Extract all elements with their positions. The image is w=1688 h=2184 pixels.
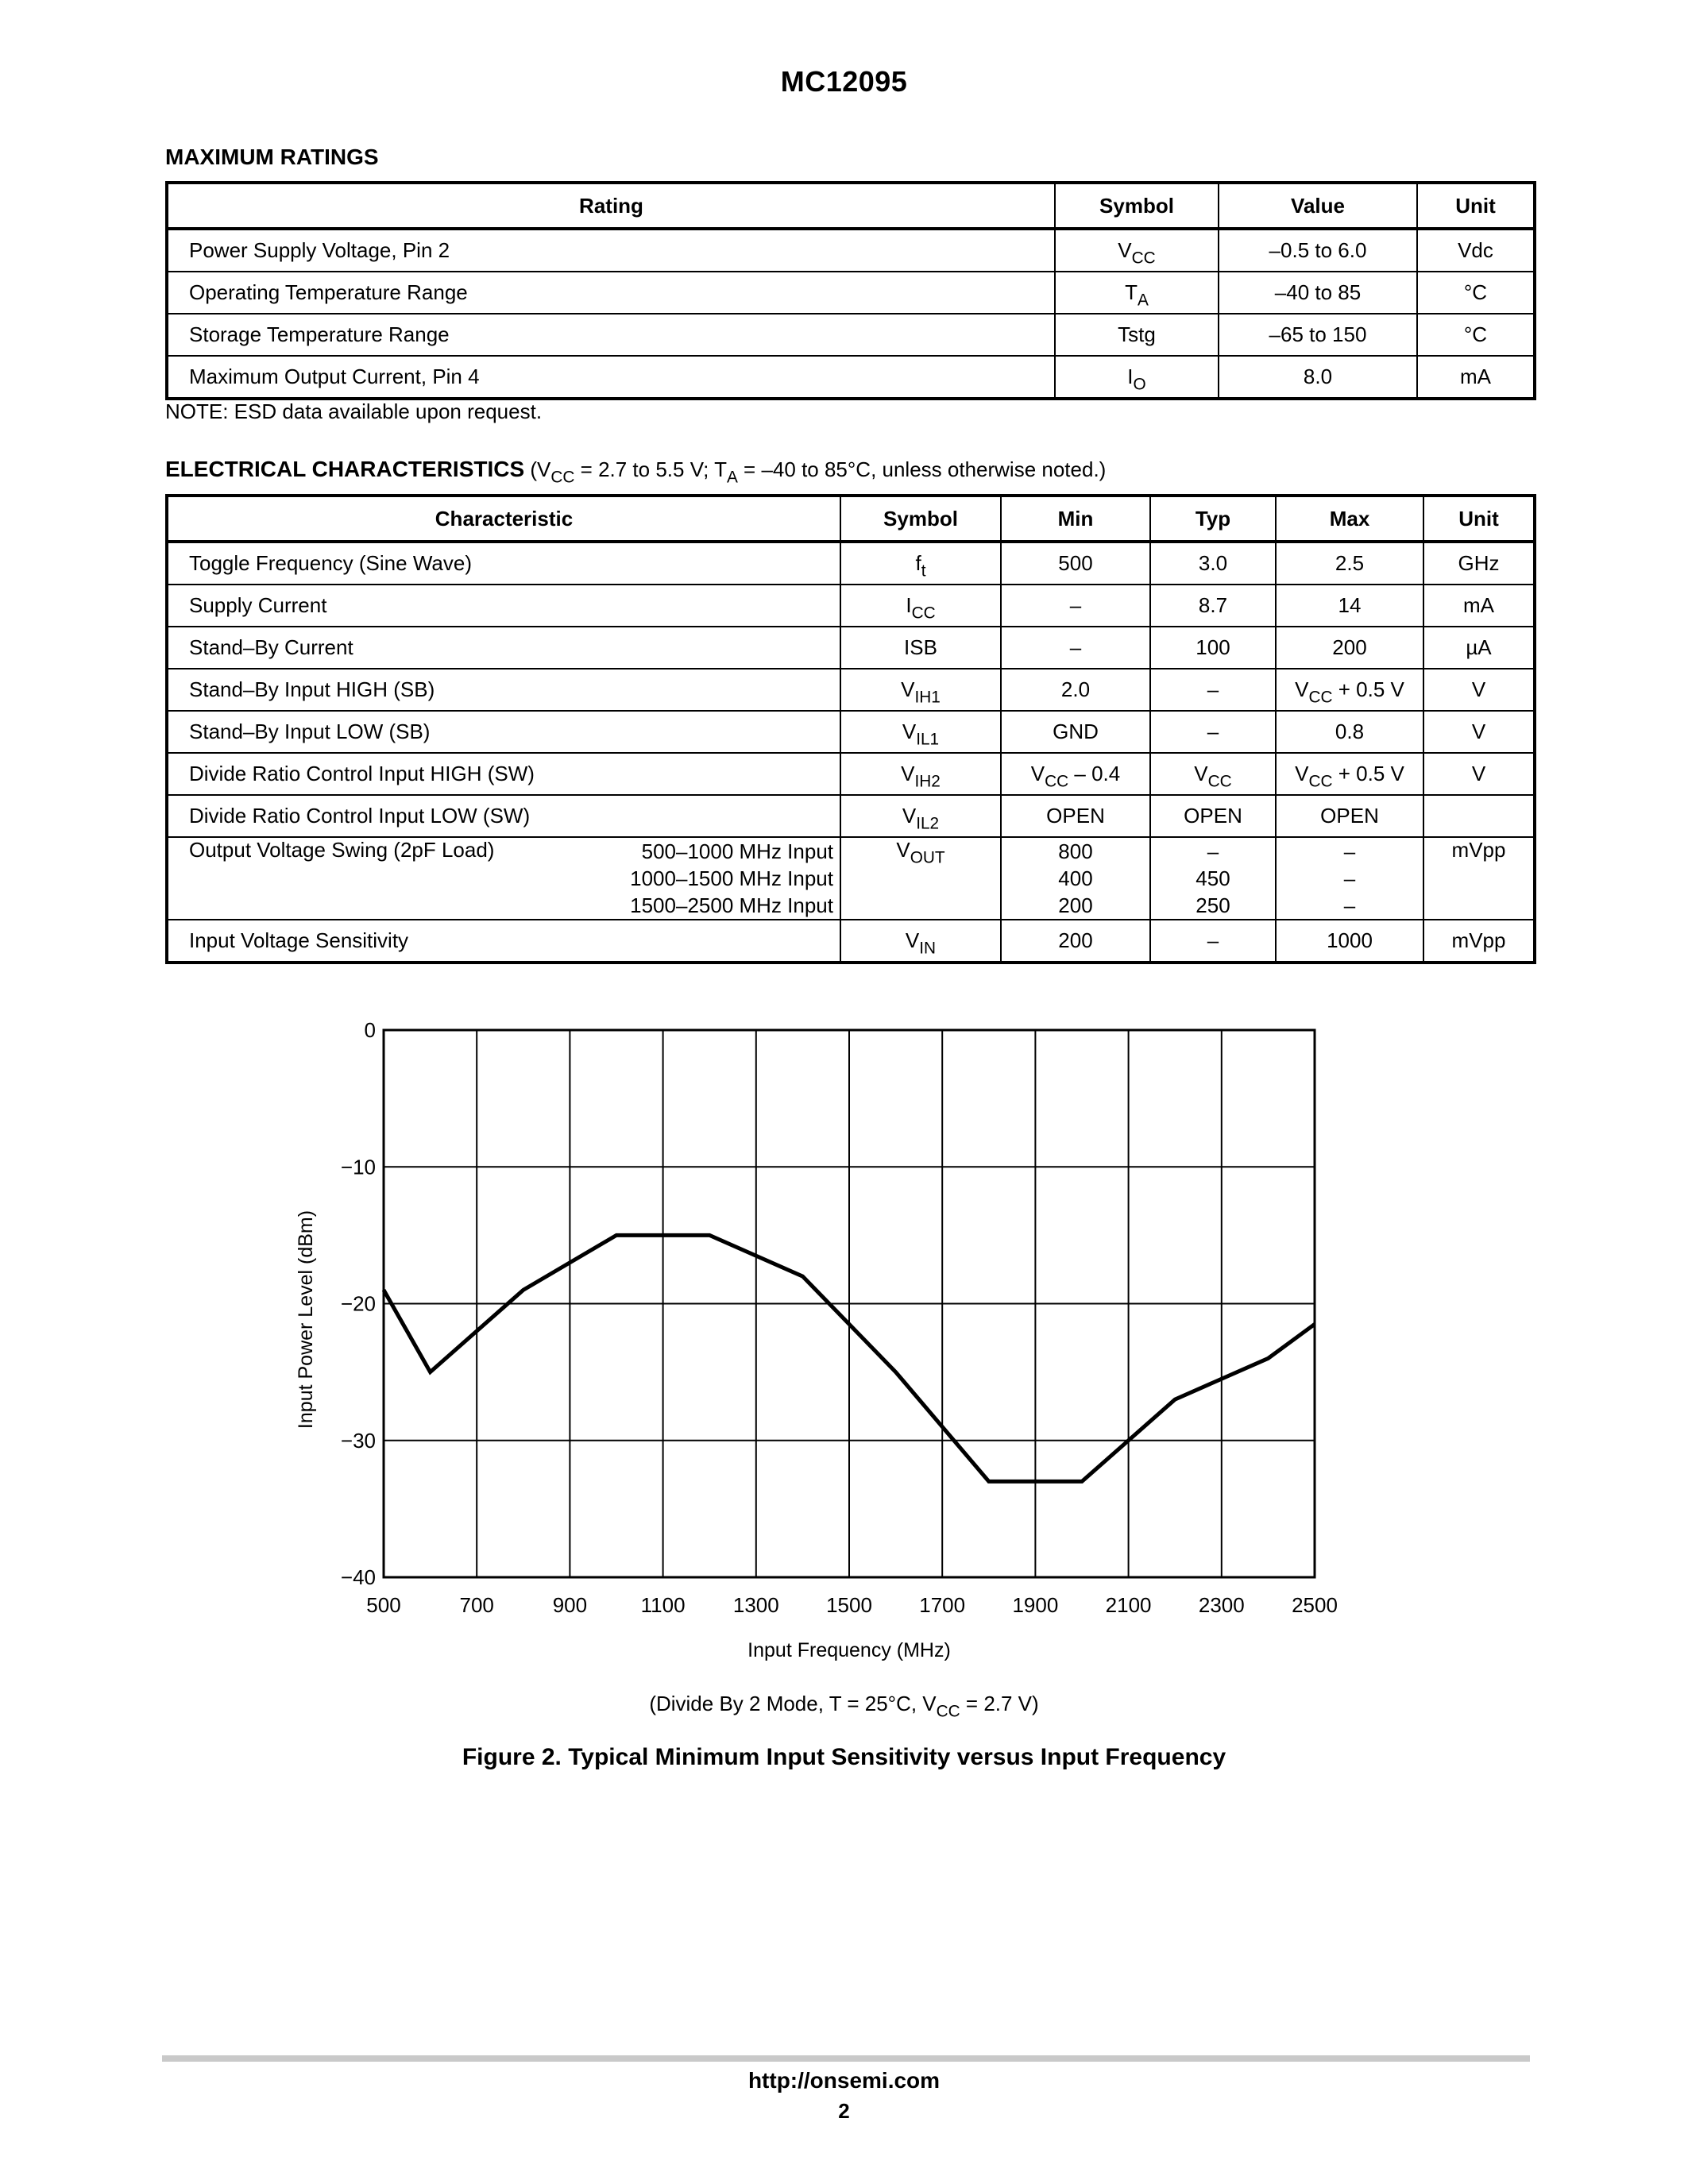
x-tick-label: 2100 xyxy=(1105,1593,1152,1617)
typ-cell: – 450 250 xyxy=(1150,837,1276,920)
rating-cell: Maximum Output Current, Pin 4 xyxy=(167,356,1055,399)
max-cell: 14 xyxy=(1276,585,1423,627)
typ-cell: OPEN xyxy=(1150,795,1276,837)
typ-cell: 100 xyxy=(1150,627,1276,669)
min-cell: – xyxy=(1001,627,1150,669)
x-tick-label: 2500 xyxy=(1292,1593,1338,1617)
x-tick-label: 1500 xyxy=(826,1593,872,1617)
symbol-cell: $V_{IN}$ xyxy=(840,920,1001,963)
frequency-ranges: 500–1000 MHz Input 1000–1500 MHz Input 1500–2500 MHz Input xyxy=(630,839,833,917)
typ-cell: – xyxy=(1150,920,1276,963)
col-header-characteristic: Characteristic xyxy=(167,496,840,542)
unit-cell: V xyxy=(1423,669,1535,711)
footer-divider xyxy=(162,2055,1530,2062)
unit-cell: µA xyxy=(1423,627,1535,669)
x-tick-label: 700 xyxy=(459,1593,494,1617)
max-cell: $V_{CC} + 0.5$ V xyxy=(1276,753,1423,795)
x-tick-label: 1300 xyxy=(732,1593,779,1617)
max-ratings-heading: MAXIMUM RATINGS xyxy=(165,145,379,169)
y-axis-label: Input Power Level (dBm) xyxy=(295,1210,317,1430)
min-cell: $V_{CC} - 0.4$ xyxy=(1001,753,1150,795)
symbol-cell: $V_{IH2}$ xyxy=(840,753,1001,795)
col-header-symbol: Symbol xyxy=(840,496,1001,542)
footer-link[interactable]: http://onsemi.com xyxy=(747,2068,941,2093)
unit-cell: mA xyxy=(1423,585,1535,627)
y-tick-label: −30 xyxy=(340,1428,376,1453)
symbol-cell: $I_{CC}$ xyxy=(840,585,1001,627)
characteristic-cell: Supply Current xyxy=(167,585,840,627)
chart-grid xyxy=(384,1030,1315,1577)
document-title: MC12095 xyxy=(780,65,908,98)
min-cell: GND xyxy=(1001,711,1150,753)
min-cell: 200 xyxy=(1001,920,1150,963)
unit-cell: mVpp xyxy=(1423,920,1535,963)
value-cell: –40 to 85 xyxy=(1219,272,1417,314)
x-tick-label: 900 xyxy=(552,1593,588,1617)
symbol-cell: $V_{IL2}$ xyxy=(840,795,1001,837)
value-cell: –0.5 to 6.0 xyxy=(1219,229,1417,272)
characteristic-cell: Toggle Frequency (Sine Wave) xyxy=(167,542,840,585)
unit-cell: mA xyxy=(1417,356,1535,399)
unit-cell: GHz xyxy=(1423,542,1535,585)
rating-cell: Operating Temperature Range xyxy=(167,272,1055,314)
output-swing-label: Output Voltage Swing (2pF Load) xyxy=(189,838,495,862)
min-cell: – xyxy=(1001,585,1150,627)
y-tick-label: −40 xyxy=(340,1565,376,1589)
y-tick-label: −20 xyxy=(340,1291,376,1316)
value-cell: 8.0 xyxy=(1219,356,1417,399)
symbol-cell: $I_O$ xyxy=(1055,356,1219,399)
figure-title: Figure 2. Typical Minimum Input Sensitivity versus Input Frequency xyxy=(462,1744,1226,1770)
min-cell: OPEN xyxy=(1001,795,1150,837)
max-cell: 2.5 xyxy=(1276,542,1423,585)
max-cell: $V_{CC} + 0.5$ V xyxy=(1276,669,1423,711)
figure-conditions: (Divide By 2 Mode, T = 25°C, $V_{CC} = 2.7$ V) xyxy=(649,1692,1039,1721)
characteristic-cell: Divide Ratio Control Input LOW (SW) xyxy=(167,795,840,837)
col-header-min: Min xyxy=(1001,496,1150,542)
col-header-unit: Unit xyxy=(1423,496,1535,542)
symbol-cell: $V_{OUT}$ xyxy=(840,837,1001,920)
unit-cell: V xyxy=(1423,711,1535,753)
typ-cell: 3.0 xyxy=(1150,542,1276,585)
max-cell: OPEN xyxy=(1276,795,1423,837)
x-tick-label: 1700 xyxy=(919,1593,966,1617)
unit-cell: Vdc xyxy=(1417,229,1535,272)
typ-cell: $V_{CC}$ xyxy=(1150,753,1276,795)
max-cell: 0.8 xyxy=(1276,711,1423,753)
symbol-cell: $f_t$ xyxy=(840,542,1001,585)
x-axis-label: Input Frequency (MHz) xyxy=(747,1639,951,1661)
esd-note: NOTE: ESD data available upon request. xyxy=(165,399,543,423)
unit-cell: °C xyxy=(1417,272,1535,314)
max-cell: 200 xyxy=(1276,627,1423,669)
rating-cell: Storage Temperature Range xyxy=(167,314,1055,356)
unit-cell: V xyxy=(1423,753,1535,795)
typ-cell: – xyxy=(1150,669,1276,711)
col-header-typ: Typ xyxy=(1150,496,1276,542)
x-tick-label: 2300 xyxy=(1198,1593,1245,1617)
typ-cell: – xyxy=(1150,711,1276,753)
y-tick-label: −10 xyxy=(340,1155,376,1179)
symbol-cell: $V_{CC}$ xyxy=(1055,229,1219,272)
col-header-rating: Rating xyxy=(167,183,1055,229)
min-cell: 500 xyxy=(1001,542,1150,585)
col-header-symbol: Symbol xyxy=(1055,183,1219,229)
typ-cell: 8.7 xyxy=(1150,585,1276,627)
characteristic-cell: Stand–By Input LOW (SB) xyxy=(167,711,840,753)
characteristic-cell: Stand–By Current xyxy=(167,627,840,669)
max-cell: 1000 xyxy=(1276,920,1423,963)
page-number: 2 xyxy=(838,2099,850,2123)
symbol-cell: Tstg xyxy=(1055,314,1219,356)
value-cell: –65 to 150 xyxy=(1219,314,1417,356)
elec-char-heading: ELECTRICAL CHARACTERISTICS ($V_{CC} = 2.7$ to 5.5 V; $T_A = -40$ to 85°C, unless otherwise noted.) xyxy=(165,457,1107,487)
col-header-max: Max xyxy=(1276,496,1423,542)
characteristic-cell: Input Voltage Sensitivity xyxy=(167,920,840,963)
rating-cell: Power Supply Voltage, Pin 2 xyxy=(167,229,1055,272)
col-header-unit: Unit xyxy=(1417,183,1535,229)
symbol-cell: ISB xyxy=(840,627,1001,669)
unit-cell: °C xyxy=(1417,314,1535,356)
min-cell: 800 400 200 xyxy=(1001,837,1150,920)
x-tick-label: 1900 xyxy=(1012,1593,1059,1617)
characteristic-cell: Divide Ratio Control Input HIGH (SW) xyxy=(167,753,840,795)
min-cell: 2.0 xyxy=(1001,669,1150,711)
symbol-cell: $T_A$ xyxy=(1055,272,1219,314)
symbol-cell: $V_{IL1}$ xyxy=(840,711,1001,753)
max-cell: – – – xyxy=(1276,837,1423,920)
characteristic-cell: Stand–By Input HIGH (SB) xyxy=(167,669,840,711)
x-tick-label: 500 xyxy=(366,1593,401,1617)
y-tick-label: 0 xyxy=(364,1018,376,1042)
unit-cell: mVpp xyxy=(1423,837,1535,920)
x-tick-label: 1100 xyxy=(640,1593,686,1617)
col-header-value: Value xyxy=(1219,183,1417,229)
symbol-cell: $V_{IH1}$ xyxy=(840,669,1001,711)
